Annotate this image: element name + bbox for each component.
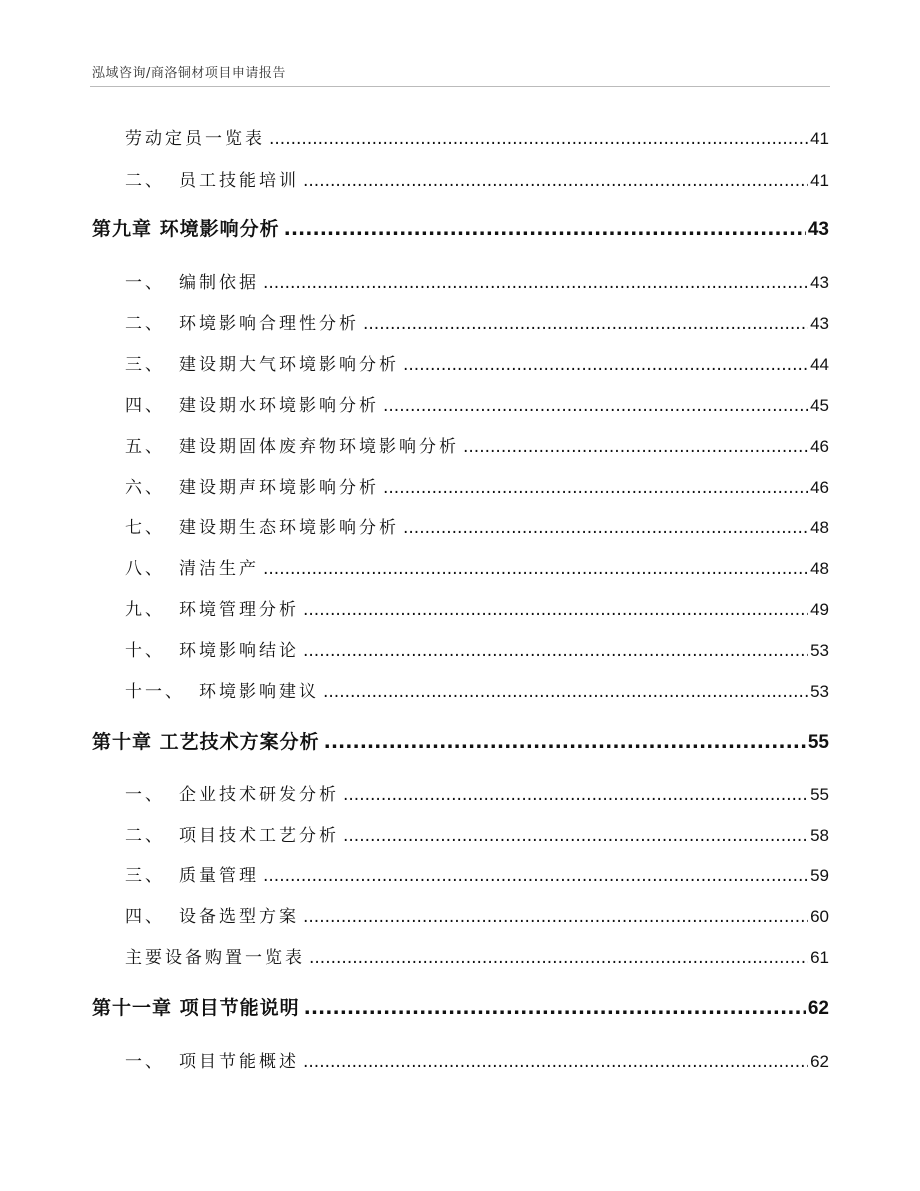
toc-entry-label <box>125 780 339 805</box>
toc-dot-leader <box>304 997 806 1019</box>
toc-entry-title: 环境管理分析 <box>179 600 299 620</box>
toc-dot-leader <box>463 437 808 457</box>
toc-dot-leader <box>343 785 808 805</box>
toc-entry-number: 二、 <box>125 171 165 191</box>
toc-entry-number: 八、 <box>125 559 165 579</box>
toc-dot-leader <box>383 478 808 498</box>
toc-page-number: 46 <box>810 478 829 497</box>
toc-dot-leader <box>284 218 806 240</box>
toc-page-number: 53 <box>810 682 829 701</box>
toc-entry-number: 四、 <box>125 907 165 927</box>
toc-entry-title: 主要设备购置一览表 <box>125 948 305 968</box>
page-header: 泓域咨询/商洛铜材项目申请报告 <box>92 66 286 81</box>
toc-entry-title: 项目节能概述 <box>179 1052 299 1072</box>
toc-dot-leader <box>263 273 808 293</box>
toc-dot-leader <box>263 559 808 579</box>
toc-page-number: 62 <box>810 1052 829 1071</box>
toc-dot-leader <box>403 518 808 538</box>
toc-chapter-entry[interactable] <box>92 727 829 754</box>
toc-entry-title: 第十章 工艺技术方案分析 <box>92 731 320 753</box>
toc-entry-label <box>125 677 319 702</box>
toc-entry-number: 三、 <box>125 355 165 375</box>
toc-entry-title: 第十一章 项目节能说明 <box>92 997 300 1019</box>
toc-page-number: 43 <box>810 273 829 292</box>
toc-entry-label <box>125 1047 299 1072</box>
toc-entry-title: 建设期水环境影响分析 <box>179 396 379 416</box>
toc-section-entry[interactable] <box>125 780 829 805</box>
toc-entry-number: 六、 <box>125 478 165 498</box>
toc-entry-title: 建设期声环境影响分析 <box>179 478 379 498</box>
toc-entry-number: 十、 <box>125 641 165 661</box>
toc-section-entry[interactable] <box>125 861 829 886</box>
toc-entry-label <box>92 993 300 1020</box>
toc-page-number: 55 <box>810 785 829 804</box>
toc-section-entry[interactable] <box>125 432 829 457</box>
toc-section-entry[interactable] <box>125 473 829 498</box>
toc-entry-label <box>125 391 379 416</box>
toc-section-entry[interactable] <box>125 943 829 968</box>
toc-section-entry[interactable] <box>125 124 829 149</box>
toc-entry-title: 环境影响结论 <box>179 641 299 661</box>
toc-entry-title: 第九章 环境影响分析 <box>92 218 280 240</box>
toc-entry-label <box>125 309 359 334</box>
toc-entry-title: 质量管理 <box>179 866 259 886</box>
toc-entry-number: 一、 <box>125 1052 165 1072</box>
toc-section-entry[interactable] <box>125 595 829 620</box>
toc-page-number: 62 <box>807 998 829 1019</box>
toc-dot-leader <box>309 948 808 968</box>
toc-section-entry[interactable] <box>125 554 829 579</box>
toc-dot-leader <box>303 907 808 927</box>
toc-entry-title: 环境影响建议 <box>199 682 319 702</box>
toc-entry-title: 建设期大气环境影响分析 <box>179 355 399 375</box>
toc-entry-label <box>125 902 299 927</box>
toc-page-number: 61 <box>810 948 829 967</box>
toc-entry-label <box>125 513 399 538</box>
toc-page-number: 58 <box>810 826 829 845</box>
toc-section-entry[interactable] <box>125 391 829 416</box>
toc-page-number: 48 <box>810 559 829 578</box>
toc-dot-leader <box>303 641 808 661</box>
toc-entry-number: 九、 <box>125 600 165 620</box>
toc-entry-number: 一、 <box>125 785 165 805</box>
toc-page-number: 45 <box>810 396 829 415</box>
toc-entry-title: 企业技术研发分析 <box>179 785 339 805</box>
toc-entry-number: 二、 <box>125 314 165 334</box>
toc-entry-label <box>125 166 299 191</box>
toc-entry-number: 十一、 <box>125 682 185 702</box>
toc-entry-label <box>92 214 280 241</box>
toc-dot-leader <box>403 355 808 375</box>
toc-page-number: 49 <box>810 600 829 619</box>
toc-entry-number: 一、 <box>125 273 165 293</box>
toc-page-number: 44 <box>810 355 829 374</box>
toc-section-entry[interactable] <box>125 677 829 702</box>
toc-entry-number: 三、 <box>125 866 165 886</box>
toc-entry-label <box>125 268 259 293</box>
toc-entry-label <box>125 350 399 375</box>
toc-entry-number: 二、 <box>125 826 165 846</box>
toc-entry-label <box>125 473 379 498</box>
toc-entry-title: 项目技术工艺分析 <box>179 826 339 846</box>
toc-dot-leader <box>363 314 808 334</box>
toc-entry-label <box>125 432 459 457</box>
toc-entry-number: 七、 <box>125 518 165 538</box>
toc-dot-leader <box>343 826 808 846</box>
toc-dot-leader <box>383 396 808 416</box>
toc-entry-title: 员工技能培训 <box>179 171 299 191</box>
toc-chapter-entry[interactable] <box>92 993 829 1020</box>
toc-section-entry[interactable] <box>125 309 829 334</box>
toc-page-number: 41 <box>810 171 829 190</box>
toc-entry-title: 清洁生产 <box>179 559 259 579</box>
toc-page-number: 60 <box>810 907 829 926</box>
toc-entry-label <box>125 943 305 968</box>
toc-section-entry[interactable] <box>125 513 829 538</box>
toc-dot-leader <box>263 866 808 886</box>
toc-entry-label <box>92 727 320 754</box>
toc-section-entry[interactable] <box>125 821 829 846</box>
toc-section-entry[interactable] <box>125 1047 829 1072</box>
toc-page-number: 43 <box>810 314 829 333</box>
toc-entry-title: 环境影响合理性分析 <box>179 314 359 334</box>
toc-dot-leader <box>323 682 808 702</box>
toc-page-number: 53 <box>810 641 829 660</box>
toc-dot-leader <box>303 600 808 620</box>
toc-section-entry[interactable] <box>125 350 829 375</box>
toc-entry-number: 五、 <box>125 437 165 457</box>
toc-entry-title: 建设期固体废弃物环境影响分析 <box>179 437 459 457</box>
toc-page-number: 46 <box>810 437 829 456</box>
toc-entry-title: 建设期生态环境影响分析 <box>179 518 399 538</box>
toc-section-entry[interactable] <box>125 902 829 927</box>
toc-entry-title: 编制依据 <box>179 273 259 293</box>
toc-entry-label <box>125 124 265 149</box>
toc-entry-number: 四、 <box>125 396 165 416</box>
toc-entry-label <box>125 554 259 579</box>
toc-entry-title: 设备选型方案 <box>179 907 299 927</box>
toc-dot-leader <box>303 171 808 191</box>
toc-page-number: 43 <box>807 219 829 240</box>
toc-chapter-entry[interactable] <box>92 214 829 241</box>
toc-entry-label <box>125 595 299 620</box>
toc-dot-leader <box>303 1052 808 1072</box>
toc-entry-label <box>125 861 259 886</box>
toc-entry-title: 劳动定员一览表 <box>125 129 265 149</box>
toc-page-number: 55 <box>807 732 829 753</box>
toc-entry-label <box>125 821 339 846</box>
toc-page-number: 48 <box>810 518 829 537</box>
toc-section-entry[interactable] <box>125 268 829 293</box>
toc-section-entry[interactable] <box>125 166 829 191</box>
toc-section-entry[interactable] <box>125 636 829 661</box>
toc-page-number: 41 <box>810 129 829 148</box>
toc-entry-label <box>125 636 299 661</box>
toc-page-number: 59 <box>810 866 829 885</box>
header-divider <box>90 86 830 87</box>
toc-dot-leader <box>269 129 808 149</box>
toc-dot-leader <box>324 731 806 753</box>
